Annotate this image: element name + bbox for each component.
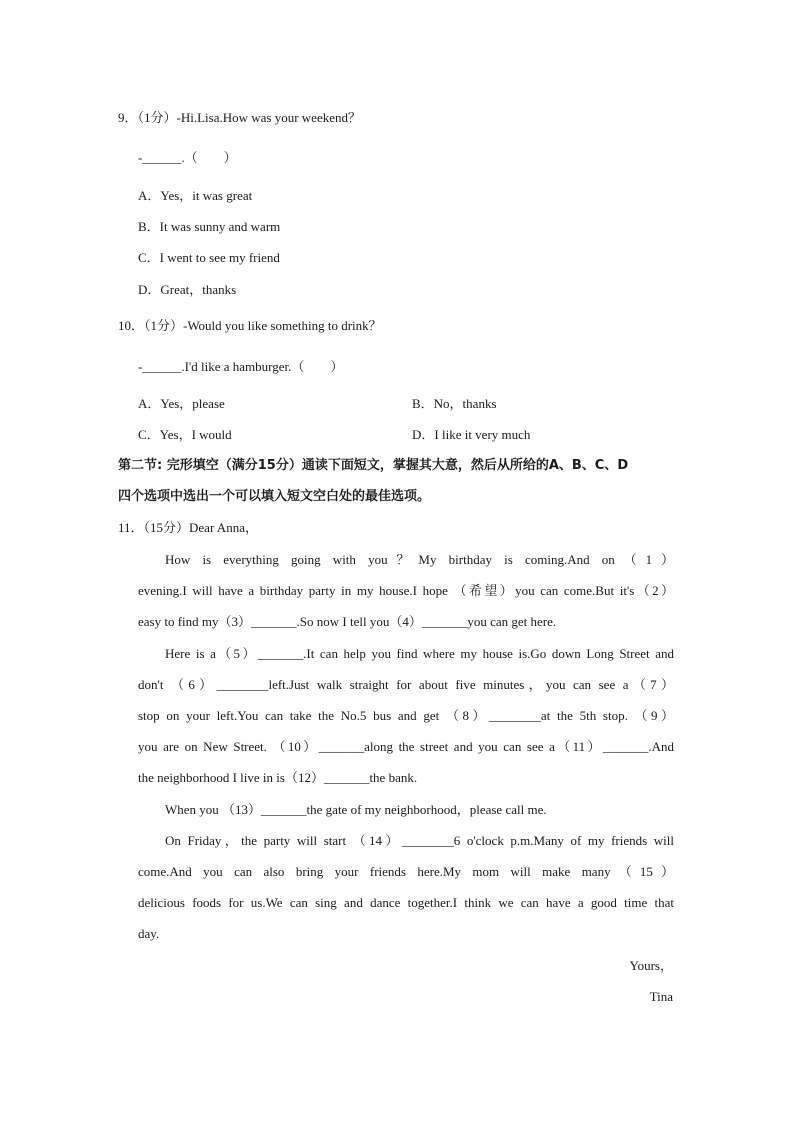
passage-line-10: On Friday，the party will start （14）________6 o'clock p.m.Many of my friends will (165, 833, 674, 848)
q9-option-a: A．Yes，it was great (138, 188, 253, 203)
passage-line-3: easy to find my（3）_______.So now I tell you（4）_______you can get here. (138, 614, 557, 629)
letter-signature: Tina (649, 989, 673, 1004)
q9-option-b: B．It was sunny and warm (138, 219, 281, 234)
q11-stem: 11．（15分）Dear Anna， (118, 520, 258, 535)
q10-answer-line: -______.I'd like a hamburger.（ ） (138, 359, 344, 374)
q10-option-a: A．Yes，please (138, 396, 225, 411)
passage-line-2: evening.I will have a birthday party in my house.I hope （希望）you can come.But it's（2） (138, 583, 674, 598)
q9-stem: 9．（1分）-Hi.Lisa.How was your weekend？ (118, 110, 361, 125)
passage-line-13: day. (138, 926, 160, 941)
q10-stem: 10．（1分）-Would you like something to drink？ (118, 318, 382, 333)
section-heading-line2: 四个选项中选出一个可以填入短文空白处的最佳选项。 (118, 489, 431, 504)
passage-line-7: you are on New Street. （10）_______along the street and you can see a（11）_______.And (138, 739, 674, 754)
q10-option-b: B．No，thanks (412, 396, 497, 411)
q10-option-d: D．I like it very much (412, 427, 531, 442)
q9-option-d: D．Great，thanks (138, 282, 237, 297)
passage-line-12: delicious foods for us.We can sing and dance together.I think we can have a good time that (138, 895, 674, 910)
passage-line-8: the neighborhood I live in is（12）_______the bank. (138, 770, 418, 785)
section-heading-line1: 第二节: 完形填空（满分15分）通读下面短文，掌握其大意，然后从所给的A、B、C、D (118, 458, 629, 473)
passage-line-9: When you （13）_______the gate of my neighborhood，please call me. (165, 802, 547, 817)
letter-closing: Yours， (629, 958, 673, 973)
q9-option-c: C．I went to see my friend (138, 250, 280, 265)
passage-line-11: come.And you can also bring your friends here.My mom will make many（15） (138, 864, 674, 879)
passage-line-5: don't （6）________left.Just walk straight for about five minutes，you can see a（7） (138, 677, 674, 692)
passage-line-1: How is everything going with you？My birthday is coming.And on（1） (165, 552, 674, 567)
q9-answer-line: -______.（ ） (138, 150, 237, 165)
q10-option-c: C．Yes，I would (138, 427, 232, 442)
passage-line-4: Here is a（5）_______.It can help you find where my house is.Go down Long Street and (165, 646, 674, 661)
passage-line-6: stop on your left.You can take the No.5 bus and get （8）________at the 5th stop. （9） (138, 708, 674, 723)
